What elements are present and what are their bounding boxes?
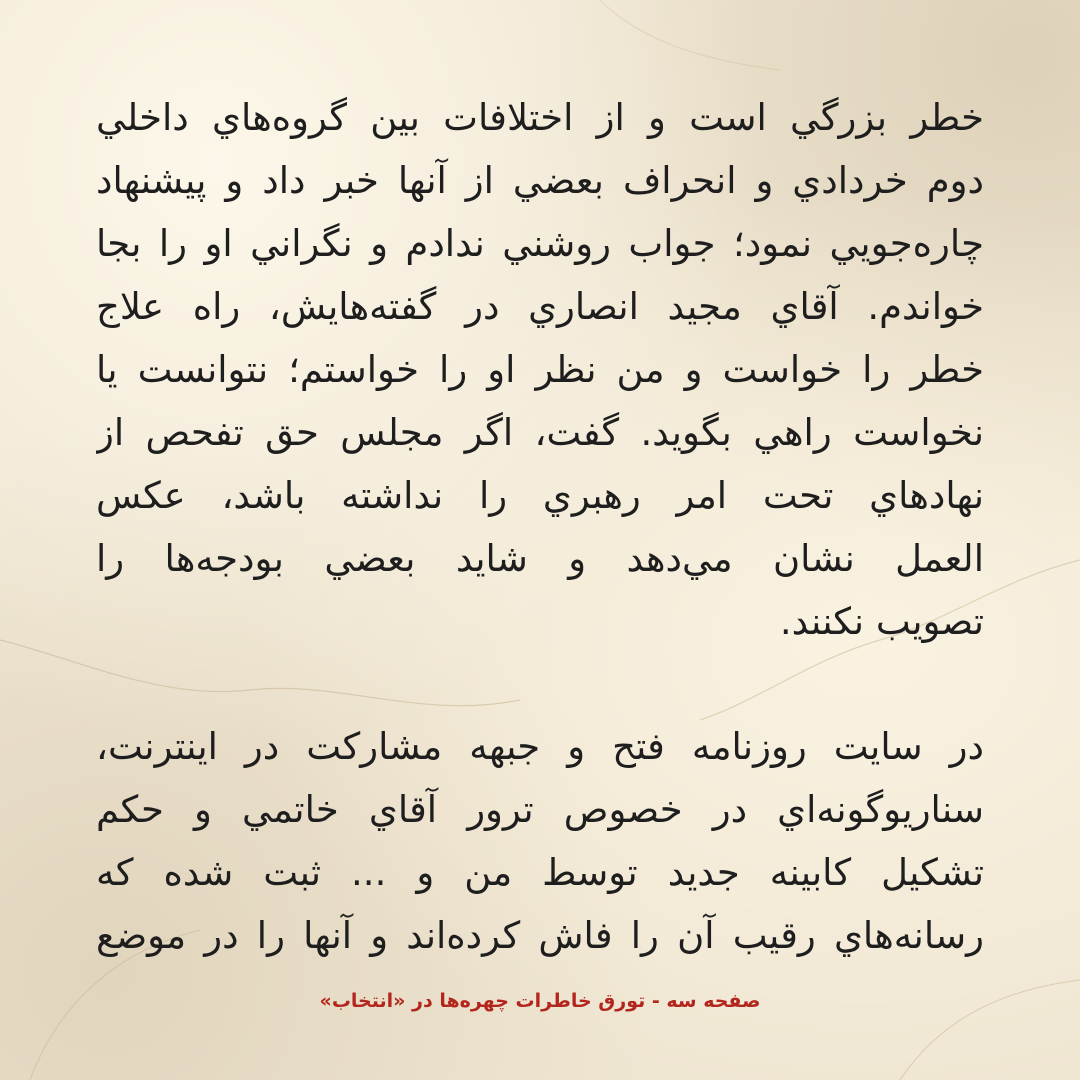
- text-line: تصويب نكنند.: [779, 600, 984, 643]
- text-line: دوم خردادي و انحراف بعضي از آنها خبر داد و پيشنهاد: [96, 159, 984, 202]
- text-line: نخواست راهي بگويد. گفت، اگر مجلس حق تفحص از: [96, 411, 984, 454]
- text-line: سناريوگونه‌اي در خصوص ترور آقاي خاتمي و حكم: [96, 788, 984, 831]
- text-line: تشكيل كابينه جديد توسط من و ... ثبت شده كه: [96, 851, 984, 894]
- text-line: خطر را خواست و من نظر او را خواستم؛ نتوانست يا: [96, 348, 984, 391]
- text-line: خواندم. آقاي مجيد انصاري در گفته‌هايش، راه علاج: [96, 285, 984, 328]
- text-line: خطر بزرگي است و از اختلافات بين گروه‌هاي داخلي: [96, 96, 984, 139]
- text-line: رسانه‌هاي رقيب آن را فاش كرده‌اند و آنها را در موضع: [96, 914, 984, 957]
- text-line: در سايت روزنامه فتح و جبهه مشاركت در اينترنت،: [96, 725, 984, 768]
- text-line: چاره‌جويي نمود؛ جواب روشني ندادم و نگراني او را بجا: [96, 222, 984, 265]
- memoir-paragraph-2: [96, 715, 984, 967]
- memoir-paragraph-1: [96, 86, 984, 653]
- text-line: نهادهاي تحت امر رهبري را نداشته باشد، عكس: [96, 474, 984, 517]
- text-line: العمل نشان مي‌دهد و شايد بعضي بودجه‌ها را: [96, 537, 984, 580]
- page-caption: صفحه سه - تورق خاطرات چهره‌ها در «انتخاب»: [319, 990, 761, 1012]
